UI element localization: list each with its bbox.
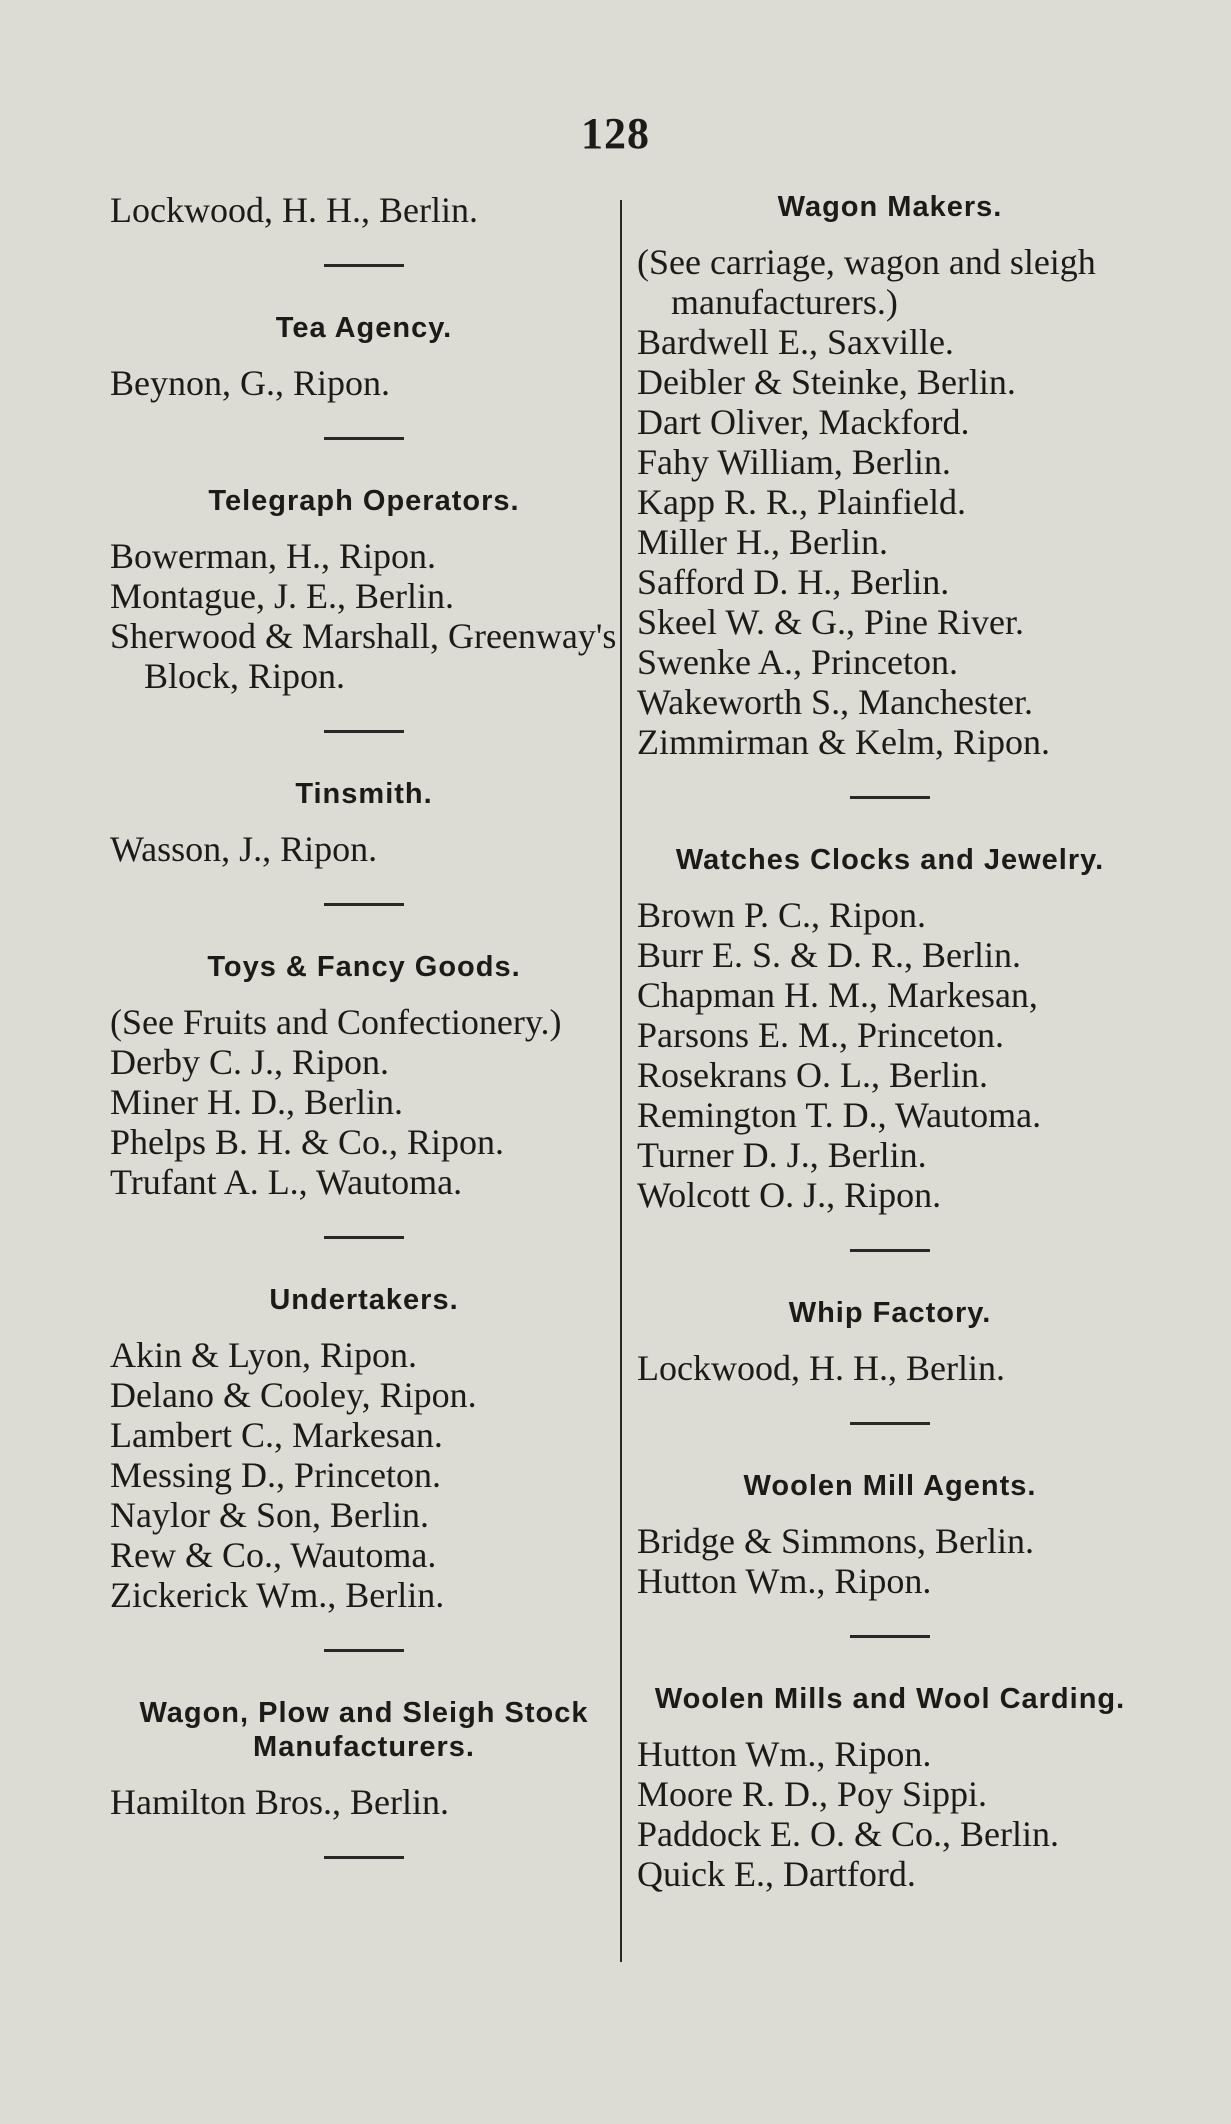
listing-entry: Bowerman, H., Ripon.: [110, 536, 436, 576]
listing-entry: Moore R. D., Poy Sippi.: [637, 1774, 988, 1814]
section-rule: [324, 730, 404, 733]
section-rule: [850, 796, 930, 799]
section-heading: Wagon Makers.: [777, 191, 1003, 223]
section-rule: [850, 1249, 930, 1252]
listing-entry: Wakeworth S., Manchester.: [637, 682, 1033, 722]
listing-entry: Wasson, J., Ripon.: [110, 829, 378, 869]
section-heading: Whip Factory.: [788, 1297, 992, 1329]
listing-entry: Sherwood & Marshall, Greenway's Block, Ripon.: [110, 616, 617, 696]
section-rule: [850, 1422, 930, 1425]
listing-entry: Hutton Wm., Ripon.: [637, 1561, 932, 1601]
section-rule: [324, 1649, 404, 1652]
section-heading: Watches Clocks and Jewelry.: [675, 844, 1105, 876]
listing-entry: Turner D. J., Berlin.: [637, 1135, 927, 1175]
listing-entry: Deibler & Steinke, Berlin.: [637, 362, 1016, 402]
listing-entry: Paddock E. O. & Co., Berlin.: [637, 1814, 1059, 1854]
section-heading: Tinsmith.: [295, 778, 433, 810]
listing-entry: Zickerick Wm., Berlin.: [110, 1575, 445, 1615]
listing-entry: Dart Oliver, Mackford.: [637, 402, 970, 442]
listing-entry: Montague, J. E., Berlin.: [110, 576, 454, 616]
section-heading: Wagon, Plow and Sleigh Stock Manufacturers.: [139, 1697, 589, 1763]
listing-entry: Naylor & Son, Berlin.: [110, 1495, 429, 1535]
listing-entry: Delano & Cooley, Ripon.: [110, 1375, 477, 1415]
listing-entry: Akin & Lyon, Ripon.: [110, 1335, 418, 1375]
section-heading: Woolen Mills and Wool Carding.: [654, 1683, 1126, 1715]
listing-entry: Hutton Wm., Ripon.: [637, 1734, 932, 1774]
section-rule: [324, 1856, 404, 1859]
listing-entry: Miner H. D., Berlin.: [110, 1082, 403, 1122]
listing-entry: Parsons E. M., Princeton.: [637, 1015, 1004, 1055]
listing-entry: Hamilton Bros., Berlin.: [110, 1782, 449, 1822]
listing-entry: Safford D. H., Berlin.: [637, 562, 950, 602]
section-heading: Undertakers.: [269, 1284, 459, 1316]
listing-entry: Messing D., Princeton.: [110, 1455, 441, 1495]
section-rule: [324, 437, 404, 440]
see-also-note: (See Fruits and Confectionery.): [110, 1002, 562, 1042]
listing-entry: Chapman H. M., Markesan,: [637, 975, 1038, 1015]
listing-entry: Skeel W. & G., Pine River.: [637, 602, 1024, 642]
listing-entry: Remington T. D., Wautoma.: [637, 1095, 1042, 1135]
listing-entry: Lockwood, H. H., Berlin.: [110, 190, 478, 230]
listing-entry: Bardwell E., Saxville.: [637, 322, 954, 362]
listing-entry: Quick E., Dartford.: [637, 1854, 916, 1894]
listing-entry: Wolcott O. J., Ripon.: [637, 1175, 942, 1215]
listing-entry: Phelps B. H. & Co., Ripon.: [110, 1122, 505, 1162]
left-column: [110, 190, 618, 1903]
listing-entry: Kapp R. R., Plainfield.: [637, 482, 966, 522]
listing-entry: Bridge & Simmons, Berlin.: [637, 1521, 1035, 1561]
listing-entry: Lockwood, H. H., Berlin.: [637, 1348, 1005, 1388]
listing-entry: Zimmirman & Kelm, Ripon.: [637, 722, 1050, 762]
see-also-note: (See carriage, wagon and sleigh manufacturers.): [637, 242, 1096, 322]
section-heading: Tea Agency.: [275, 312, 453, 344]
right-column: [637, 190, 1143, 1894]
page-number: 128: [581, 109, 650, 158]
section-rule: [850, 1635, 930, 1638]
listing-entry: Rosekrans O. L., Berlin.: [637, 1055, 988, 1095]
section-heading: Toys & Fancy Goods.: [207, 951, 521, 983]
listing-entry: Brown P. C., Ripon.: [637, 895, 927, 935]
listing-entry: Beynon, G., Ripon.: [110, 363, 391, 403]
listing-entry: Lambert C., Markesan.: [110, 1415, 443, 1455]
listing-entry: Fahy William, Berlin.: [637, 442, 951, 482]
section-heading: Woolen Mill Agents.: [743, 1470, 1037, 1502]
column-divider: [620, 200, 622, 1962]
section-rule: [324, 1236, 404, 1239]
listing-entry: Miller H., Berlin.: [637, 522, 888, 562]
listing-entry: Burr E. S. & D. R., Berlin.: [637, 935, 1021, 975]
listing-entry: Trufant A. L., Wautoma.: [110, 1162, 463, 1202]
listing-entry: Swenke A., Princeton.: [637, 642, 958, 682]
section-heading: Telegraph Operators.: [208, 485, 520, 517]
listing-entry: Derby C. J., Ripon.: [110, 1042, 389, 1082]
section-rule: [324, 264, 404, 267]
section-rule: [324, 903, 404, 906]
listing-entry: Rew & Co., Wautoma.: [110, 1535, 437, 1575]
